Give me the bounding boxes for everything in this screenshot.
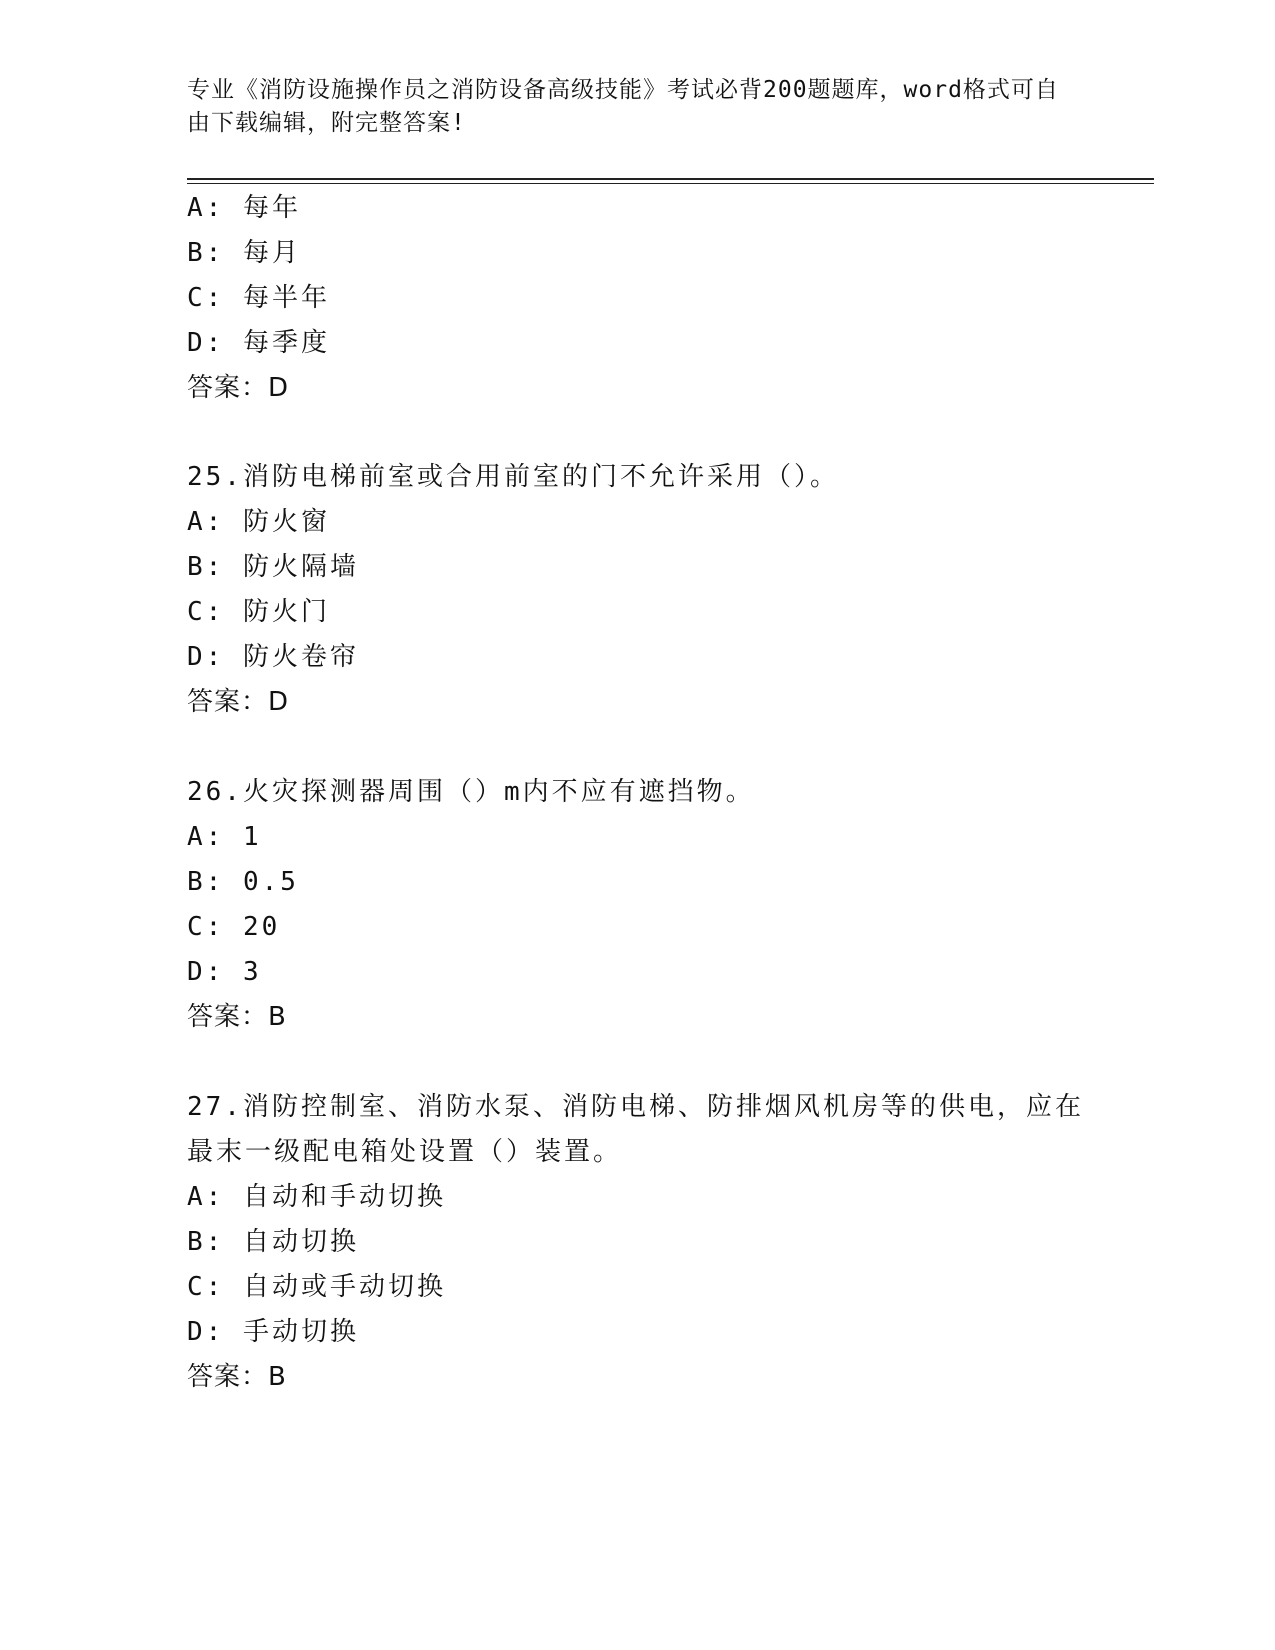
header-divider-thin — [187, 183, 1154, 184]
q25-option-a: A: 防火窗 — [187, 507, 330, 537]
q24-answer: 答案：D — [187, 373, 290, 403]
q27-option-c: C: 自动或手动切换 — [187, 1272, 446, 1302]
q27-option-a: A: 自动和手动切换 — [187, 1182, 446, 1212]
q27-option-d: D: 手动切换 — [187, 1317, 359, 1347]
q26-answer: 答案：B — [187, 1002, 287, 1032]
q26-option-b: B: 0.5 — [187, 867, 299, 897]
q27-question: 27.消防控制室、消防水泵、消防电梯、防排烟风机房等的供电，应在最末一级配电箱处设置（）装置。 — [187, 1092, 1084, 1167]
q24-option-b: B: 每月 — [187, 238, 301, 268]
q27-answer: 答案：B — [187, 1362, 287, 1392]
q24-option-d: D: 每季度 — [187, 328, 330, 358]
q25-option-b: B: 防火隔墙 — [187, 552, 359, 582]
q26-question: 26.火灾探测器周围（）m内不应有遮挡物。 — [187, 777, 755, 807]
q24-option-a: A: 每年 — [187, 193, 301, 223]
q24-option-c: C: 每半年 — [187, 283, 330, 313]
q25-answer: 答案：D — [187, 687, 290, 717]
document-header: 专业《消防设施操作员之消防设备高级技能》考试必背200题题库，word格式可自由下载编辑，附完整答案! — [187, 77, 1059, 136]
q25-option-c: C: 防火门 — [187, 597, 330, 627]
q25-question: 25.消防电梯前室或合用前室的门不允许采用（）。 — [187, 462, 839, 492]
header-divider-thick — [187, 178, 1154, 180]
q26-option-d: D: 3 — [187, 957, 262, 987]
q25-option-d: D: 防火卷帘 — [187, 642, 359, 672]
q27-option-b: B: 自动切换 — [187, 1227, 359, 1257]
q26-option-a: A: 1 — [187, 822, 262, 852]
q26-option-c: C: 20 — [187, 912, 281, 942]
